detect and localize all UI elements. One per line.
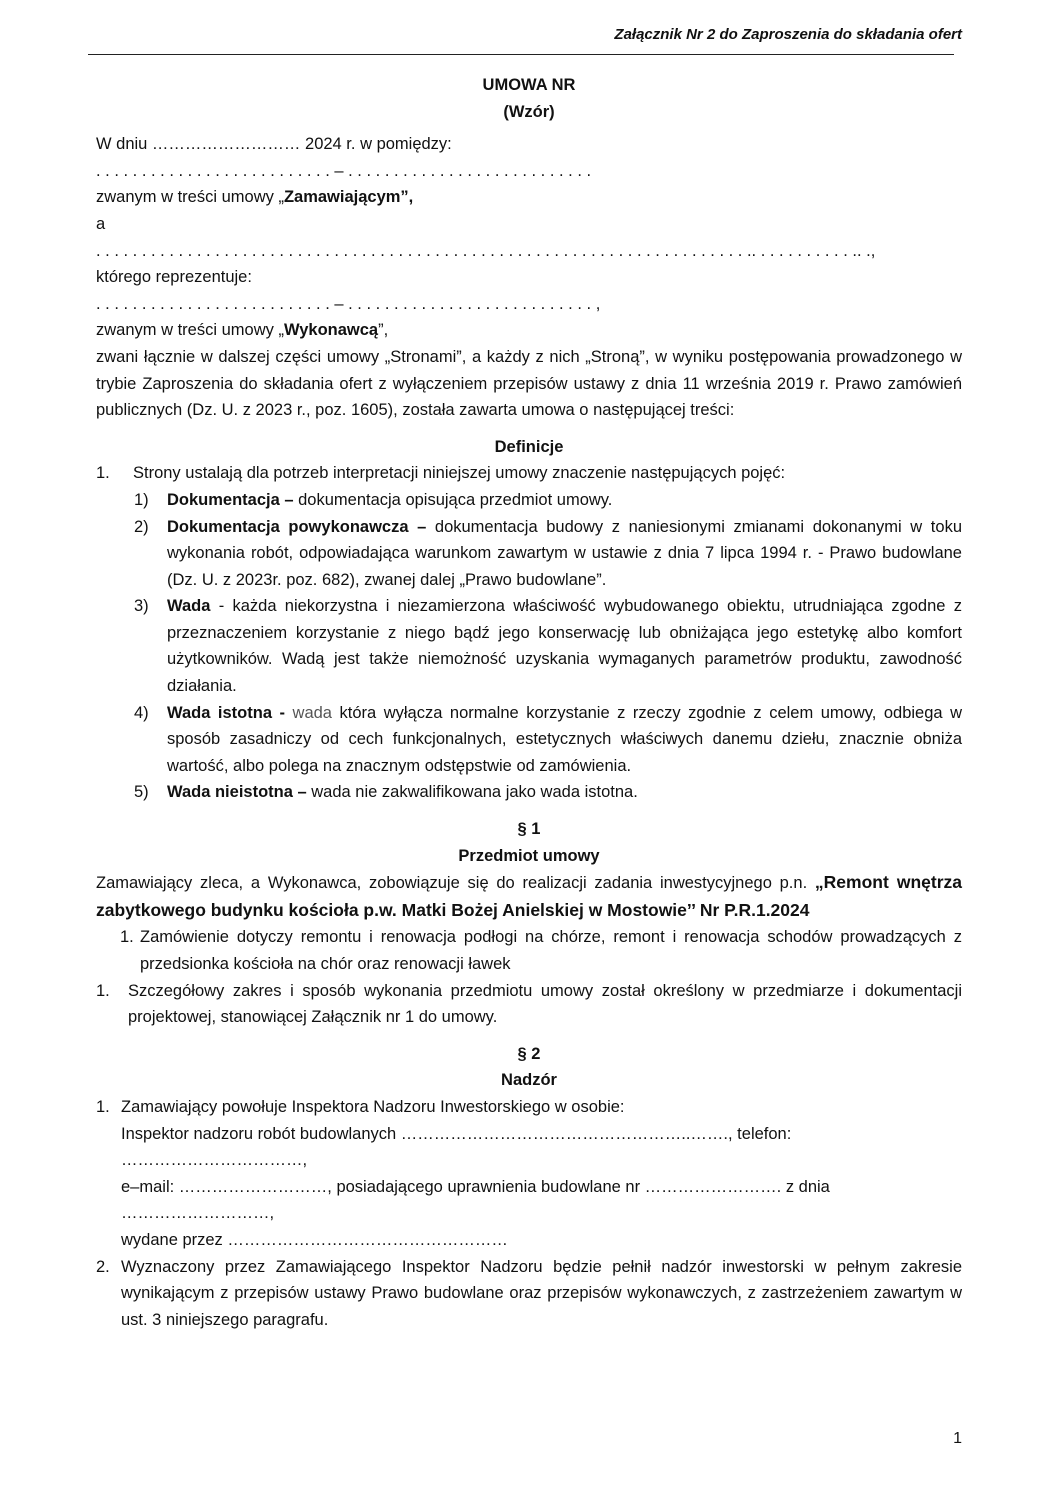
paragraph-2-sign: § 2 [517, 1044, 541, 1063]
paragraph-2-heading: Nadzór [501, 1071, 557, 1090]
paragraph-1-intro: Zamawiający zleca, a Wykonawca, zobowiązuje się do realizacji zadania inwestycyjnego p.n. „Remont wnętrza zabytkowego budynku kościoła p.w. Matki Bożej Anielskiej w Mostowie’’ Nr P.R.1.2024 [96, 872, 962, 920]
zamawiajacy-line: zwanym w treści umowy „Zamawiającym”, [96, 188, 414, 207]
contract-title: UMOWA NR [482, 76, 576, 94]
paragraph-1-sign: § 1 [517, 820, 541, 839]
attachment-header: Załącznik Nr 2 do Zaproszenia do składania ofert [614, 26, 962, 43]
wykonawca-line: zwanym w treści umowy „Wykonawcą”, [96, 321, 389, 340]
paragraph-1-item-b: 1. Szczegółowy zakres i sposób wykonania przedmiotu umowy został określony w przedmiarze i dokumentacji projektowej, stanowiącej Załącznik nr 1 do umowy. [96, 981, 962, 1027]
paragraph-1-item-a: 1. Zamówienie dotyczy remontu i renowacja podłogi na chórze, remont i renowacja schodów prowadzących z przedsionka kościoła na chór oraz renowacji ławek [120, 928, 962, 973]
date-line: W dniu ……………………… 2024 r. w pomiędzy: [96, 135, 452, 154]
paragraph-2-item-2: 2. Wyznaczony przez Zamawiającego Inspektor Nadzoru będzie pełnił nadzór inwestorski w pełnym zakresie wynikającym z przepisów ustawy Prawo budowlane oraz przepisów wykonawczych, z zastrzeżeniem zawartym w ust. 3 niniejszego paragrafu. [96, 1257, 962, 1329]
party-dots-3: . . . . . . . . . . . . . . . . . . . . . . . . . . – . . . . . . . . . . . . . . . . . . . . . . . . . . . , [96, 294, 601, 313]
definitions-item-1: 1. Strony ustalają dla potrzeb interpretacji niniejszej umowy znaczenie następujących pojęć: [96, 464, 786, 483]
paragraph-1-heading: Przedmiot umowy [458, 846, 600, 865]
definitions-terms [96, 487, 962, 806]
definitions-heading: Definicje [494, 437, 564, 456]
representative-label: którego reprezentuje: [96, 268, 252, 287]
definition-term: 5) Wada nieistotna – wada nie zakwalifikowana jako wada istotna. [134, 783, 638, 802]
party-dots-1: . . . . . . . . . . . . . . . . . . . . . . . . . . – . . . . . . . . . . . . . . . . . . . . . . . . . . . [96, 161, 592, 180]
contract-subtitle: (Wzór) [503, 102, 555, 121]
definition-term: 3) Wada - każda niekorzystna i niezamierzona właściwość wybudowanego obiektu, utrudniająca zgodne z przeznaczeniem korzystanie z niego bądź jego konserwację lub obniżająca jego estetykę albo komfort użytkowników. Wadą jest także niemożność uzyskania wymaganych parametrów produktu, zawodność działania. [134, 597, 962, 696]
header-divider [88, 54, 954, 55]
definition-term: 4) Wada istotna - wada która wyłącza normalne korzystanie z rzeczy zgodnie z celem umowy, odbiega w sposób zasadniczy od cech funkcjonalnych, estetycznych właściwych danemu dziełu, znacznie obniża wartość, albo polega na znacznym odstępstwie od zamówienia. [134, 703, 963, 775]
party-dots-2: . . . . . . . . . . . . . . . . . . . . . . . . . . . . . . . . . . . . . . . . . . . . . . . . . . . . . . . . . . . . . . . . . . . . . . . .. . . . . . . . . . . .. ., [96, 241, 876, 260]
definition-term: 1) Dokumentacja – dokumentacja opisująca przedmiot umowy. [134, 490, 613, 509]
page-number: 1 [953, 1430, 962, 1447]
conjunction-a: a [96, 214, 106, 233]
document-body [96, 72, 962, 1333]
parties-paragraph: zwani łącznie w dalszej części umowy „Stronami”, a każdy z nich „Stroną”, w wyniku postępowania prowadzonego w trybie Zaproszenia do składania ofert z wyłączeniem przepisów ustawy z dnia 11 września 2019 r. Prawo zamówień publicznych (Dz. U. z 2023 r., poz. 1605), została zawarta umowa o następującej treści: [96, 347, 962, 420]
definition-term: 2) Dokumentacja powykonawcza – dokumentacja budowy z naniesionymi zmianami dokonanymi w toku wykonania robót, odpowiadająca warunkom zawartym w ustawie z dnia 7 lipca 1994 r. - Prawo budowlane (Dz. U. z 2023r. poz. 682), zwanej dalej „Prawo budowlane”. [134, 517, 962, 589]
paragraph-2-item-1: 1. Zamawiający powołuje Inspektora Nadzoru Inwestorskiego w osobie: Inspektor nadzoru robót budowlanych ……………………………………………..……., telefon: ……………………………, e–mail: ………………………, posiadającego uprawnienia budowlane nr ……………………. z dnia ………………………, wydane przez …………………………………………… [96, 1097, 830, 1249]
